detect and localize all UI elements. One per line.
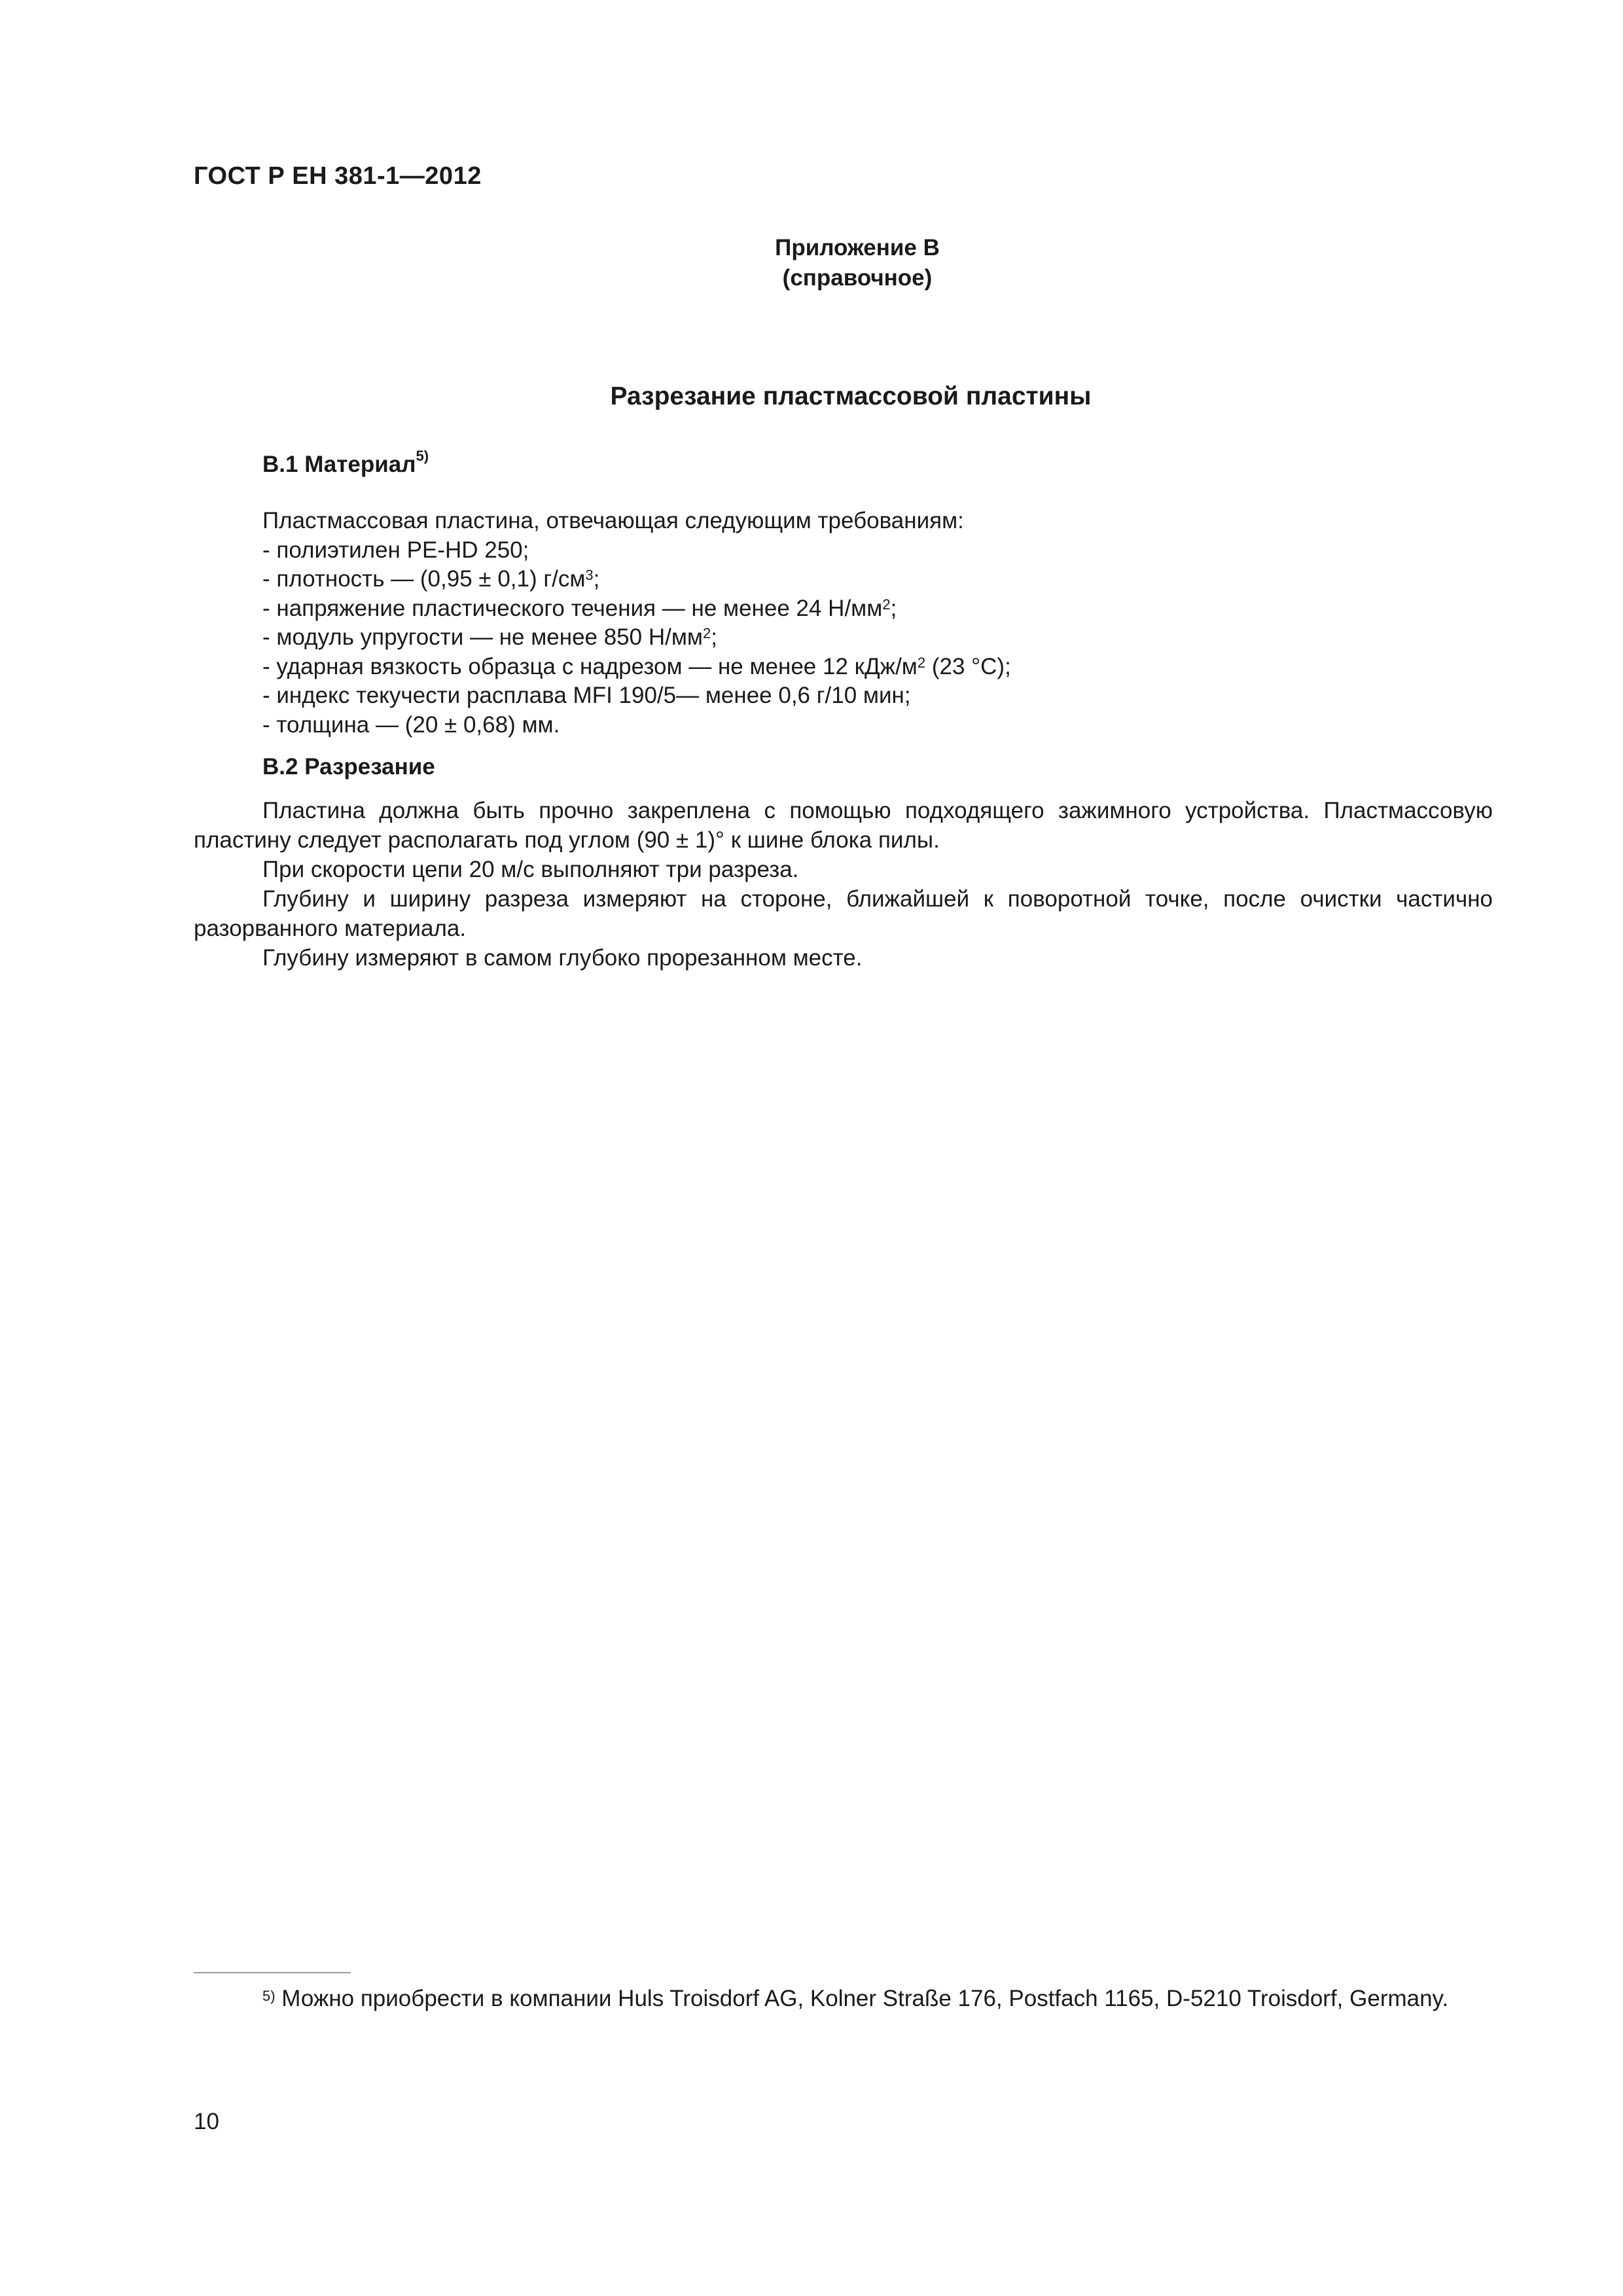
list-item: - полиэтилен PE-HD 250;	[262, 537, 529, 563]
paragraph: Глубину измеряют в самом глубоко прорезанном месте.	[262, 945, 863, 971]
list-item: - ударная вязкость образца с надрезом — не менее 12 кДж/$м^2$ (23 °С);	[262, 653, 1011, 679]
footnote-separator	[194, 1972, 351, 1973]
list-item: - толщина — (20 ± 0,68) мм.	[262, 711, 560, 738]
appendix-subtitle: (справочное)	[782, 265, 933, 291]
paragraph: При скорости цепи 20 м/с выполняют три разреза.	[262, 857, 799, 882]
heading-b1-text: В.1 Материал	[262, 452, 416, 477]
material-requirements-list	[262, 507, 1011, 740]
list-intro: Пластмассовая пластина, отвечающая следующим требованиям:	[262, 508, 964, 533]
appendix-title: Приложение В	[775, 235, 940, 260]
footnote	[194, 1983, 1493, 2014]
footnote-text: Можно приобрести в компании Huls Troisdorf AG, Kolner Straße 176, Postfach 1165, D-5210 Troisdorf, Germany.	[275, 1986, 1449, 2011]
list-item: - плотность — (0,95 ± 0,1) $г/см^3$;	[262, 566, 600, 592]
appendix-label	[759, 233, 955, 293]
footnote-reference: 5)	[416, 448, 429, 464]
footnote-marker: 5)	[262, 1988, 276, 2004]
cutting-procedure	[194, 796, 1493, 973]
list-item: - напряжение пластического течения — не менее 24 $Н/мм^2$;	[262, 595, 897, 621]
paragraph: Глубину и ширину разреза измеряют на стороне, ближайшей к поворотной точке, после очистки частично разорванного материала.	[194, 886, 1493, 941]
heading-b1-material	[262, 448, 429, 478]
list-item: - модуль упругости — не менее 850 $Н/мм^2$;	[262, 624, 717, 650]
page-number: 10	[194, 2109, 219, 2134]
document-code: ГОСТ Р ЕН 381-1—2012	[194, 162, 482, 190]
heading-b2-cutting: В.2 Разрезание	[262, 754, 435, 780]
section-title: Разрезание пластмассовой пластины	[610, 382, 1092, 410]
paragraph: Пластина должна быть прочно закреплена с помощью подходящего зажимного устройства. Пластмассовую пластину следует располагать под углом (90 ± 1)° к шине блока пилы.	[194, 798, 1493, 853]
list-item: - индекс текучести расплава MFI 190/5— менее 0,6 г/10 мин;	[262, 683, 911, 708]
